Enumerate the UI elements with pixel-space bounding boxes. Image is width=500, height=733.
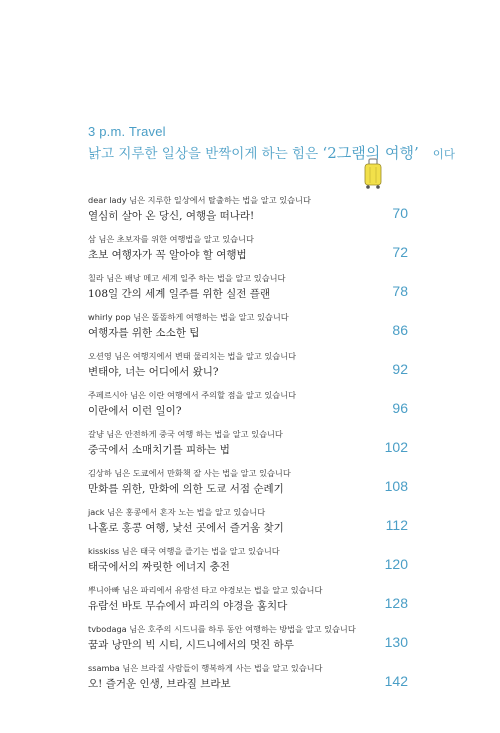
entry-title: 초보 여행자가 꼭 알아야 할 여행법 [88,249,247,261]
toc-entry [88,585,408,624]
entry-title: 여행자를 위한 소소한 팁 [88,327,200,339]
entry-author-line: 칠라 님은 배낭 메고 세계 일주 하는 법을 알고 있습니다 [88,273,286,283]
entry-title: 유람선 바토 무슈에서 파리의 야경을 훔치다 [88,600,288,612]
entry-page-number: 130 [384,634,408,650]
toc-entry [88,546,408,585]
section-subtitle [88,142,455,163]
luggage-icon [363,158,383,190]
entry-author-line: 주페르시아 님은 이란 여행에서 주의할 점을 알고 있습니다 [88,390,297,400]
entry-title: 태국에서의 짜릿한 에너지 충전 [88,561,230,573]
entry-page-number: 92 [392,361,408,377]
entry-page-number: 112 [385,517,408,533]
subtitle-tail: 이다 [432,147,455,161]
entry-author-line: 삼 님은 초보자를 위한 여행법을 알고 있습니다 [88,234,254,244]
entry-title: 오! 즐거운 인생, 브라질 브라보 [88,678,231,690]
toc-entry [88,468,408,507]
entry-page-number: 120 [384,556,408,572]
entry-page-number: 70 [392,205,408,221]
toc-entry [88,429,408,468]
entry-page-number: 108 [384,478,408,494]
entry-title: 108일 간의 세계 일주를 위한 실전 플랜 [88,288,271,300]
toc-entry [88,312,408,351]
entry-author-line: ssamba 님은 브라질 사람들이 행복하게 사는 법을 알고 있습니다 [88,663,323,673]
entry-author-line: 김상하 님은 도쿄에서 만화책 잘 사는 법을 알고 있습니다 [88,468,291,478]
entry-title: 만화를 위한, 만화에 의한 도쿄 서점 순례기 [88,483,284,495]
toc-entry [88,663,408,702]
entry-title: 열심히 살아 온 당신, 여행을 떠나라! [88,210,255,222]
toc-entry [88,351,408,390]
entry-author-line: 뿌니아빠 님은 파리에서 유람선 타고 야경보는 법을 알고 있습니다 [88,585,323,595]
toc-entry [88,234,408,273]
entry-page-number: 78 [392,283,408,299]
entry-author-line: dear lady 님은 지루한 일상에서 탈출하는 법을 알고 있습니다 [88,195,311,205]
entry-page-number: 142 [384,673,408,689]
entry-title: 변태야, 너는 어디에서 왔니? [88,366,219,378]
entry-author-line: tvbodaga 님은 호주의 시드니를 하루 동안 여행하는 방법을 알고 있습니다 [88,624,356,634]
entry-title: 나홀로 홍콩 여행, 낯선 곳에서 즐거움 찾기 [88,522,284,534]
entry-page-number: 102 [384,439,408,455]
entry-page-number: 86 [392,322,408,338]
toc-entry [88,624,408,663]
entry-author-line: whirly pop 님은 똘똘하게 여행하는 법을 알고 있습니다 [88,312,289,322]
entry-title: 이란에서 이런 일이? [88,405,182,417]
entry-page-number: 72 [392,244,408,260]
toc-entry [88,195,408,234]
toc-entry [88,507,408,546]
entry-author-line: 갈냥 님은 안전하게 중국 여행 하는 법을 알고 있습니다 [88,429,283,439]
section-heading: 3 p.m. Travel [88,124,166,139]
entry-page-number: 96 [392,400,408,416]
toc-entry [88,390,408,429]
entry-title: 꿈과 낭만의 빅 시티, 시드니에서의 멋진 하루 [88,639,294,651]
entry-author-line: kisskiss 님은 태국 여행을 즐기는 법을 알고 있습니다 [88,546,280,556]
entry-author-line: 오션영 님은 여행지에서 변태 물리치는 법을 알고 있습니다 [88,351,297,361]
toc-list [88,195,408,702]
entry-title: 중국에서 소매치기를 피하는 법 [88,444,230,456]
subtitle-emphasis: ‘2그램의 여행’ [322,144,419,162]
entry-page-number: 128 [384,595,408,611]
entry-author-line: jack 님은 홍콩에서 혼자 노는 법을 알고 있습니다 [88,507,266,517]
toc-entry [88,273,408,312]
subtitle-main: 낡고 지루한 일상을 반짝이게 하는 힘은 [88,146,319,162]
